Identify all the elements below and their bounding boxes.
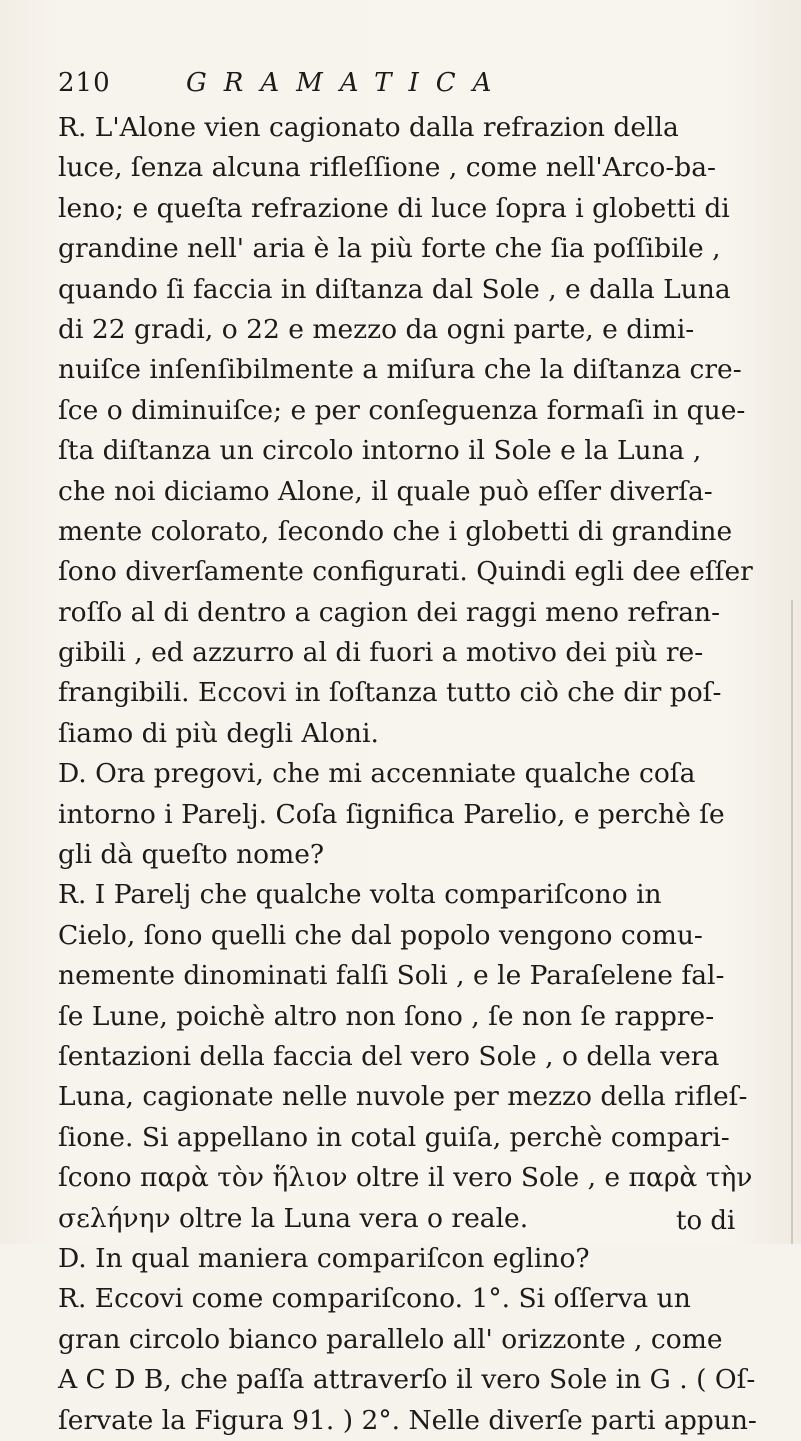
text-line: gli dà queſto nome? (58, 839, 325, 871)
text-line: di 22 gradi, o 22 e mezzo da ogni parte, e dimi- (58, 313, 695, 345)
text-line: Cielo, ſono quelli che dal popolo vengono comu- (58, 919, 703, 951)
text-line: grandine nell' aria è la più forte che ſia poſſibile , (58, 233, 721, 265)
page-body (58, 108, 758, 1441)
running-head (58, 68, 748, 108)
running-title: GRAMATICA (186, 68, 509, 98)
text-line: ſta diſtanza un circolo intorno il Sole e la Luna , (58, 435, 702, 467)
text-line: A C D B, che paſſa attraverſo il vero Sole in G . ( Oſ- (58, 1364, 756, 1396)
text-line: ſono diverſamente configurati. Quindi egli dee eſſer (58, 556, 753, 588)
text-line: leno; e queſta refrazione di luce ſopra i globetti di (58, 192, 730, 224)
catchword: to di (676, 1206, 736, 1236)
text-line: D. Ora pregovi, che mi accenniate qualche coſa (58, 758, 696, 790)
text-line: che noi diciamo Alone, il quale può eſſer diverſa- (58, 475, 713, 507)
text-line: mente colorato, ſecondo che i globetti di grandine (58, 515, 733, 547)
text-line: ſentazioni della faccia del vero Sole , o della vera (58, 1040, 720, 1072)
text-line: R. L'Alone vien cagionato dalla refrazion della (58, 112, 679, 143)
text-line: ſe Lune, poichè altro non ſono , ſe non ſe rappre- (58, 1000, 715, 1032)
text-line: gibili , ed azzurro al di fuori a motivo dei più re- (58, 637, 704, 669)
page-number: 210 (58, 68, 111, 98)
text-line: nuiſce inſenſibilmente a miſura che la diſtanza cre- (58, 354, 742, 386)
text-line: σελήνην oltre la Luna vera o reale. (58, 1202, 529, 1234)
text-line: intorno i Parelj. Coſa ſignifica Parelio, e perchè ſe (58, 798, 725, 830)
text-line: nemente dinominati falſi Soli , e le Paraſelene fal- (58, 960, 725, 992)
text-line: ſiamo di più degli Aloni. (58, 717, 379, 749)
text-line: luce, ſenza alcuna rifleſſione , come nell'Arco-ba- (58, 152, 716, 184)
text-line: frangibili. Eccovi in ſoſtanza tutto ciò che dir poſ- (58, 677, 722, 709)
text-line: roſſo al di dentro a cagion dei raggi meno refran- (58, 596, 721, 628)
text-line: gran circolo bianco parallelo all' orizzonte , come (58, 1323, 723, 1355)
text-line: quando ſi faccia in diſtanza dal Sole , e dalla Luna (58, 273, 731, 305)
text-line: ſce o diminuiſce; e per conſeguenza formaſi in que- (58, 394, 746, 426)
text-line: D. In qual maniera compariſcon eglino? (58, 1242, 590, 1274)
page-edge-shadow (791, 600, 793, 1244)
text-line: ſione. Si appellano in cotal guiſa, perchè compari- (58, 1121, 730, 1153)
text-line: Luna, cagionate nelle nuvole per mezzo della rifleſ- (58, 1081, 748, 1113)
text-line: R. Eccovi come compariſcono. 1°. Si oſſerva un (58, 1283, 691, 1315)
text-line: ſcono παρὰ τὸν ἥλιον oltre il vero Sole , e παρὰ τὴν (58, 1162, 753, 1194)
text-line: R. I Parelj che qualche volta compariſcono in (58, 879, 662, 911)
text-line: ſervate la Figura 91. ) 2°. Nelle diverſe parti appun- (58, 1404, 757, 1436)
